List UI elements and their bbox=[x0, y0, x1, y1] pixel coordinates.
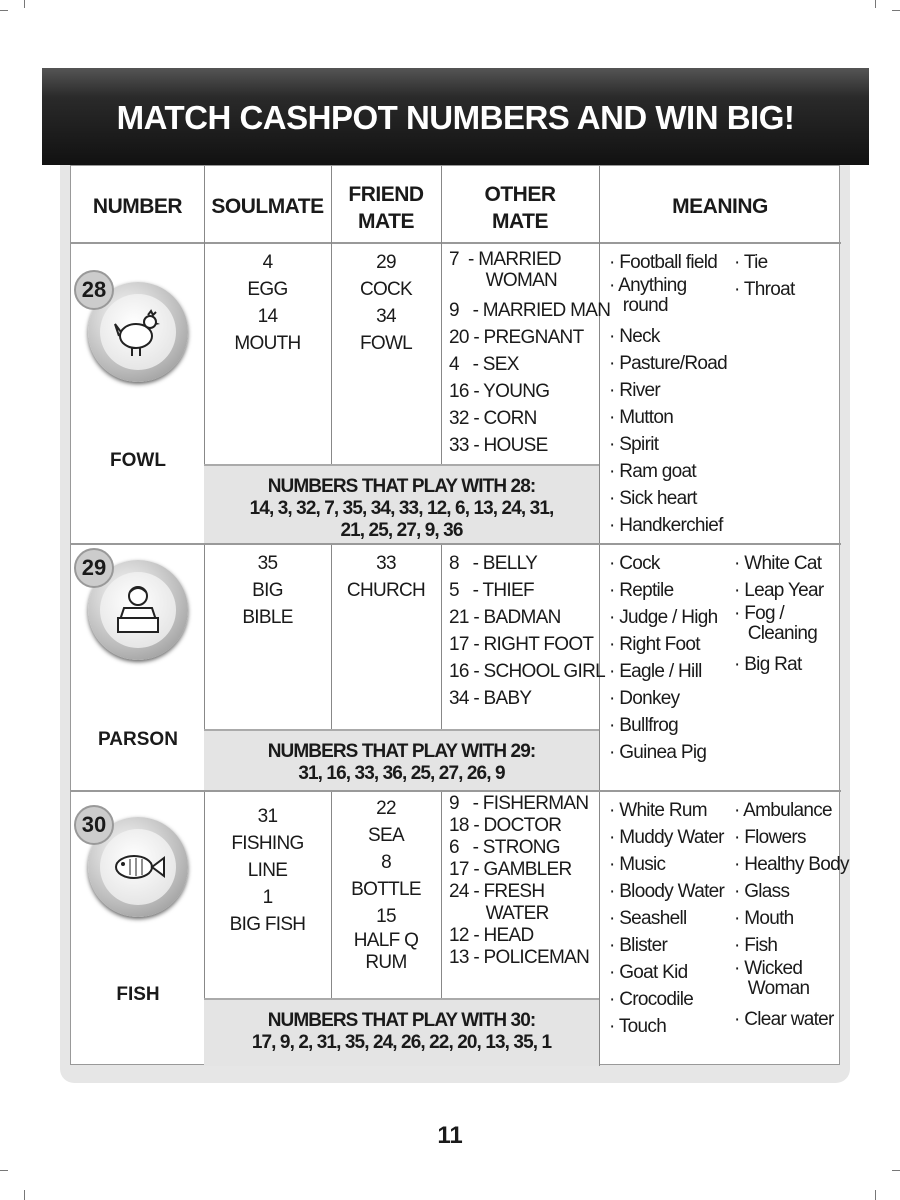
soulmate-value: 31 bbox=[257, 806, 278, 827]
meaning-item: · White Cat bbox=[734, 553, 822, 574]
meaning-column bbox=[734, 550, 824, 678]
friend-mate-value: CHURCH bbox=[346, 580, 426, 601]
other-mate-cell bbox=[449, 249, 610, 459]
other-mate-value: 17 - RIGHT FOOT bbox=[449, 634, 594, 655]
meaning-item: · Muddy Water bbox=[609, 827, 724, 848]
fish-icon bbox=[108, 837, 168, 902]
meaning-item: · Judge / High bbox=[609, 607, 718, 628]
other-mate-value: 12 - HEAD bbox=[449, 925, 534, 946]
play-numbers: 17, 9, 2, 31, 35, 24, 26, 22, 20, 13, 35, 1 bbox=[251, 1032, 552, 1053]
other-mate-value: 13 - POLICEMAN bbox=[449, 947, 590, 968]
meaning-item: · Neck bbox=[609, 326, 660, 347]
meaning-item: Woman bbox=[734, 978, 810, 999]
header-meaning: MEANING bbox=[672, 195, 768, 218]
friend-mate-value: BOTTLE bbox=[351, 879, 421, 900]
cashpot-table bbox=[70, 165, 849, 1065]
header-friend-line: MATE bbox=[358, 210, 414, 233]
meaning-item: · Leap Year bbox=[734, 580, 824, 601]
meaning-item: · Music bbox=[609, 854, 666, 875]
row-divider bbox=[71, 790, 841, 792]
meaning-column bbox=[609, 550, 718, 766]
meaning-item: · Guinea Pig bbox=[609, 742, 707, 763]
meaning-item: · Seashell bbox=[609, 908, 687, 929]
other-mate-cell bbox=[449, 550, 605, 712]
header-friend-mate bbox=[331, 181, 441, 235]
soulmate-value: BIG bbox=[252, 580, 283, 601]
friend-mate-value: COCK bbox=[359, 279, 413, 300]
other-mate-value: 32 - CORN bbox=[449, 408, 537, 429]
meaning-item: · Touch bbox=[609, 1016, 667, 1037]
soulmate-value: BIBLE bbox=[242, 607, 293, 628]
play-numbers: 14, 3, 32, 7, 35, 34, 33, 12, 6, 13, 24, 31, bbox=[249, 498, 554, 519]
other-mate-value: 5 - THIEF bbox=[449, 580, 534, 601]
meaning-item: · Spirit bbox=[609, 434, 659, 455]
other-mate-value: 16 - SCHOOL GIRL bbox=[449, 661, 605, 682]
meaning-item: · Mutton bbox=[609, 407, 674, 428]
play-title: NUMBERS THAT PLAY WITH 30: bbox=[267, 1010, 536, 1031]
other-mate-value: 9 - FISHERMAN bbox=[449, 793, 589, 814]
header-divider bbox=[71, 242, 841, 244]
header-number: NUMBER bbox=[92, 195, 183, 218]
meaning-item: · Ram goat bbox=[609, 461, 696, 482]
meaning-item: · Cock bbox=[609, 553, 660, 574]
meaning-item: · Fish bbox=[734, 935, 778, 956]
friend-mate-value: HALF Q bbox=[353, 930, 419, 951]
meaning-item: · Bullfrog bbox=[609, 715, 679, 736]
meaning-item: · Reptile bbox=[609, 580, 674, 601]
play-numbers: 21, 25, 27, 9, 36 bbox=[340, 520, 463, 541]
meaning-item: · Sick heart bbox=[609, 488, 697, 509]
meaning-column bbox=[734, 249, 795, 303]
meaning-item: · Crocodile bbox=[609, 989, 694, 1010]
meaning-item: · Right Foot bbox=[609, 634, 700, 655]
meaning-item: · Donkey bbox=[609, 688, 680, 709]
other-mate-value: 6 - STRONG bbox=[449, 837, 560, 858]
badge-number: 29 bbox=[74, 548, 114, 588]
meaning-item: · Ambulance bbox=[734, 800, 832, 821]
soulmate-value: EGG bbox=[247, 279, 288, 300]
meaning-item: round bbox=[609, 295, 668, 316]
soulmate-value: 4 bbox=[262, 252, 273, 273]
numbers-that-play bbox=[204, 998, 599, 1066]
meaning-item: · Tie bbox=[734, 252, 768, 273]
friend-mate-value: FOWL bbox=[359, 333, 413, 354]
meaning-item: · Healthy Body bbox=[734, 854, 849, 875]
column-divider bbox=[441, 166, 442, 1066]
row-name-label: FISH bbox=[116, 984, 160, 1005]
play-numbers: 31, 16, 33, 36, 25, 27, 26, 9 bbox=[298, 763, 505, 784]
soulmate-value: 35 bbox=[257, 553, 278, 574]
meaning-column bbox=[734, 797, 849, 1033]
header-soulmate: SOULMATE bbox=[211, 195, 324, 218]
header-other-line: OTHER bbox=[484, 183, 556, 206]
other-mate-value: 24 - FRESH bbox=[449, 881, 545, 902]
friend-mate-value: 34 bbox=[376, 306, 396, 327]
parson-icon bbox=[108, 580, 168, 645]
other-mate-value: 4 - SEX bbox=[449, 354, 519, 375]
meaning-item: · Wicked bbox=[734, 958, 803, 979]
friend-mate-cell bbox=[331, 550, 441, 604]
meaning-item: · Football field bbox=[609, 252, 718, 273]
soulmate-value: 14 bbox=[257, 306, 278, 327]
other-mate-value: 20 - PREGNANT bbox=[449, 327, 584, 348]
meaning-item: · Glass bbox=[734, 881, 790, 902]
numbers-that-play bbox=[204, 729, 599, 791]
friend-mate-cell bbox=[331, 795, 441, 974]
badge-number: 28 bbox=[74, 270, 114, 310]
header-other-line: MATE bbox=[492, 210, 548, 233]
row-name-label: FOWL bbox=[110, 450, 166, 471]
meaning-item: · Handkerchief bbox=[609, 515, 723, 536]
soulmate-value: MOUTH bbox=[234, 333, 301, 354]
page-title: MATCH CASHPOT NUMBERS AND WIN BIG! bbox=[42, 68, 869, 165]
meaning-item: · Pasture/Road bbox=[609, 353, 727, 374]
meaning-column bbox=[609, 797, 724, 1040]
row-divider bbox=[71, 543, 841, 545]
soulmate-cell bbox=[204, 803, 331, 938]
number-badge bbox=[81, 811, 188, 917]
play-title: NUMBERS THAT PLAY WITH 29: bbox=[267, 741, 536, 762]
meaning-item: · Flowers bbox=[734, 827, 806, 848]
friend-mate-cell bbox=[331, 249, 441, 357]
meaning-item: Cleaning bbox=[734, 623, 818, 644]
meaning-item: · Goat Kid bbox=[609, 962, 688, 983]
other-mate-cell bbox=[449, 793, 589, 969]
other-mate-value: 21 - BADMAN bbox=[449, 607, 561, 628]
friend-mate-value: 29 bbox=[376, 252, 396, 273]
number-badge bbox=[81, 554, 188, 660]
row-name-label: PARSON bbox=[98, 729, 178, 750]
header-friend-line: FRIEND bbox=[348, 183, 424, 206]
soulmate-value: 1 bbox=[262, 887, 273, 908]
badge-number: 30 bbox=[74, 805, 114, 845]
soulmate-value: LINE bbox=[247, 860, 288, 881]
other-mate-value: 9 - MARRIED MAN bbox=[449, 300, 611, 321]
other-mate-value: 8 - BELLY bbox=[449, 553, 538, 574]
other-mate-value: 34 - BABY bbox=[449, 688, 532, 709]
meaning-item: · Clear water bbox=[734, 1009, 834, 1030]
friend-mate-value: RUM bbox=[365, 952, 407, 973]
meaning-item: · Big Rat bbox=[734, 654, 802, 675]
meaning-item: · Anything bbox=[609, 275, 687, 296]
other-mate-value: 16 - YOUNG bbox=[449, 381, 550, 402]
play-title: NUMBERS THAT PLAY WITH 28: bbox=[267, 476, 536, 497]
header-other-mate bbox=[441, 181, 599, 235]
meaning-item: · Blister bbox=[609, 935, 668, 956]
other-mate-value: WATER bbox=[449, 903, 549, 924]
meaning-column bbox=[609, 249, 727, 539]
soulmate-value: BIG FISH bbox=[229, 914, 306, 935]
number-badge bbox=[81, 276, 188, 382]
friend-mate-value: 15 bbox=[376, 906, 396, 927]
numbers-that-play bbox=[204, 464, 599, 544]
meaning-item: · Mouth bbox=[734, 908, 794, 929]
meaning-item: · White Rum bbox=[609, 800, 707, 821]
friend-mate-value: 33 bbox=[376, 553, 396, 574]
friend-mate-value: SEA bbox=[368, 825, 404, 846]
other-mate-value: 33 - HOUSE bbox=[449, 435, 548, 456]
other-mate-value: WOMAN bbox=[449, 270, 558, 291]
chicken-icon bbox=[108, 302, 168, 367]
friend-mate-value: 22 bbox=[376, 798, 396, 819]
meaning-item: · Fog / bbox=[734, 603, 785, 624]
meaning-item: · Throat bbox=[734, 279, 795, 300]
meaning-item: · River bbox=[609, 380, 661, 401]
meaning-item: · Bloody Water bbox=[609, 881, 725, 902]
soulmate-value: FISHING bbox=[231, 833, 304, 854]
other-mate-value: 17 - GAMBLER bbox=[449, 859, 572, 880]
friend-mate-value: 8 bbox=[381, 852, 391, 873]
soulmate-cell bbox=[204, 550, 331, 631]
page-number: 11 bbox=[437, 1122, 463, 1149]
other-mate-value: 18 - DOCTOR bbox=[449, 815, 562, 836]
other-mate-value: 7 - MARRIED bbox=[449, 249, 561, 270]
meaning-item: · Eagle / Hill bbox=[609, 661, 702, 682]
soulmate-cell bbox=[204, 249, 331, 357]
